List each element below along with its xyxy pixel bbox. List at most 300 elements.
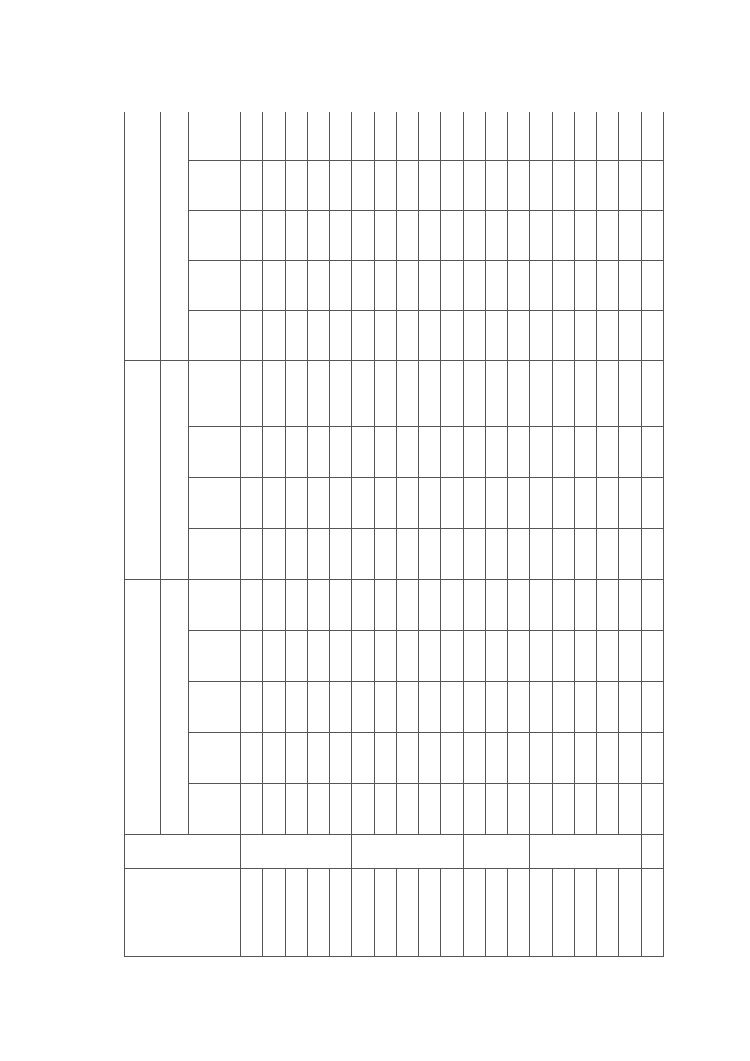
bend-count-cell <box>396 310 418 360</box>
bend-count-cell <box>396 528 418 579</box>
bend-count-cell <box>619 260 641 310</box>
bend-count-cell <box>241 631 263 682</box>
bend-count-cell <box>374 477 396 528</box>
bend-count-cell <box>574 477 596 528</box>
bend-count-cell <box>330 112 352 160</box>
bend-count-cell <box>263 210 285 260</box>
radius-cell <box>530 835 641 869</box>
strength-column-header <box>189 260 241 310</box>
strength-column-header <box>189 160 241 210</box>
bend-count-cell <box>597 631 619 682</box>
bend-count-cell <box>463 579 485 630</box>
bend-count-cell <box>641 360 664 426</box>
bend-count-cell <box>641 682 664 733</box>
bend-count-cell <box>597 784 619 835</box>
bend-count-cell <box>352 733 374 784</box>
bend-count-cell <box>241 112 263 160</box>
bend-count-cell <box>352 310 374 360</box>
bend-count-cell <box>419 210 441 260</box>
bend-count-cell <box>441 210 463 260</box>
bend-count-cell <box>419 160 441 210</box>
bend-count-cell <box>241 210 263 260</box>
bend-count-cell <box>441 579 463 630</box>
bend-count-cell <box>352 426 374 477</box>
bend-count-cell <box>552 682 574 733</box>
bend-count-cell <box>641 477 664 528</box>
bend-count-cell <box>241 310 263 360</box>
bend-count-cell <box>352 579 374 630</box>
bend-count-cell <box>285 360 307 426</box>
bend-count-cell <box>641 784 664 835</box>
bend-count-cell <box>285 579 307 630</box>
bend-count-cell <box>463 477 485 528</box>
rotated-table-container <box>124 112 664 957</box>
bend-count-cell <box>241 477 263 528</box>
diameter-cell <box>597 869 619 957</box>
bend-count-cell <box>530 477 552 528</box>
bend-count-cell <box>307 310 329 360</box>
bend-count-cell <box>574 528 596 579</box>
bend-count-cell <box>285 733 307 784</box>
bend-count-cell <box>374 579 396 630</box>
bend-count-cell <box>508 160 530 210</box>
bend-count-cell <box>396 426 418 477</box>
bend-count-cell <box>641 210 664 260</box>
bend-count-cell <box>352 784 374 835</box>
bend-count-cell <box>307 360 329 426</box>
bend-count-cell <box>441 112 463 160</box>
bend-count-cell <box>508 733 530 784</box>
bend-count-cell <box>530 112 552 160</box>
diameter-cell <box>307 869 329 957</box>
bend-count-cell <box>241 784 263 835</box>
bend-count-cell <box>263 682 285 733</box>
bend-count-cell <box>597 733 619 784</box>
bend-count-cell <box>241 579 263 630</box>
bend-count-cell <box>396 260 418 310</box>
bend-count-cell <box>508 682 530 733</box>
bend-count-cell <box>641 733 664 784</box>
bend-count-cell <box>597 360 619 426</box>
bend-count-cell <box>396 631 418 682</box>
bend-count-cell <box>463 112 485 160</box>
bend-count-cell <box>574 112 596 160</box>
bend-count-cell <box>419 360 441 426</box>
bend-count-cell <box>419 631 441 682</box>
bend-count-cell <box>419 477 441 528</box>
bend-count-cell <box>307 160 329 210</box>
strength-column-header <box>189 631 241 682</box>
bend-count-cell <box>463 426 485 477</box>
bend-count-cell <box>574 210 596 260</box>
bend-count-cell <box>307 477 329 528</box>
bend-count-cell <box>419 112 441 160</box>
bend-count-cell <box>508 210 530 260</box>
bend-count-cell <box>530 784 552 835</box>
strength-column-header <box>189 477 241 528</box>
bend-count-cell <box>374 260 396 310</box>
bend-count-cell <box>508 260 530 310</box>
bend-count-cell <box>374 631 396 682</box>
bend-count-cell <box>574 784 596 835</box>
table-row <box>574 112 596 957</box>
bend-count-cell <box>597 160 619 210</box>
bend-count-cell <box>241 426 263 477</box>
bend-count-cell <box>574 260 596 310</box>
diameter-cell <box>263 869 285 957</box>
bend-count-cell <box>641 310 664 360</box>
bend-count-cell <box>307 579 329 630</box>
bend-count-cell <box>597 210 619 260</box>
strength-column-header <box>189 112 241 160</box>
bend-count-cell <box>530 682 552 733</box>
table-row <box>463 112 485 957</box>
bend-count-cell <box>352 210 374 260</box>
header-spacer <box>161 579 189 834</box>
bend-count-cell <box>330 210 352 260</box>
table-row <box>374 112 396 957</box>
bend-count-cell <box>285 260 307 310</box>
table-row <box>552 112 574 957</box>
bend-count-cell <box>574 733 596 784</box>
bend-count-cell <box>530 260 552 310</box>
bend-count-cell <box>530 210 552 260</box>
bend-count-cell <box>641 260 664 310</box>
bend-count-cell <box>619 210 641 260</box>
bend-count-cell <box>307 210 329 260</box>
bend-count-cell <box>619 160 641 210</box>
strength-column-header <box>189 733 241 784</box>
bend-count-cell <box>552 579 574 630</box>
bend-count-cell <box>597 426 619 477</box>
bend-count-cell <box>374 210 396 260</box>
bend-count-cell <box>552 310 574 360</box>
bend-count-cell <box>441 784 463 835</box>
bend-count-cell <box>441 631 463 682</box>
bend-count-cell <box>419 260 441 310</box>
bend-count-cell <box>374 160 396 210</box>
bend-count-cell <box>307 733 329 784</box>
bend-count-cell <box>552 477 574 528</box>
bend-count-cell <box>285 426 307 477</box>
bend-count-cell <box>307 260 329 310</box>
diameter-header <box>125 869 241 957</box>
bend-count-cell <box>508 631 530 682</box>
group-header <box>125 360 161 579</box>
bend-count-cell <box>463 310 485 360</box>
bend-count-cell <box>330 160 352 210</box>
bend-count-cell <box>619 579 641 630</box>
bend-count-cell <box>619 112 641 160</box>
bend-count-cell <box>463 260 485 310</box>
bend-count-cell <box>396 579 418 630</box>
bend-count-cell <box>352 260 374 310</box>
diameter-cell <box>485 869 507 957</box>
diameter-cell <box>619 869 641 957</box>
bend-count-cell <box>396 682 418 733</box>
strength-header <box>161 360 189 579</box>
strength-column-header <box>189 310 241 360</box>
bend-count-cell <box>419 310 441 360</box>
diameter-cell <box>374 869 396 957</box>
bend-count-cell <box>285 682 307 733</box>
bend-count-cell <box>285 210 307 260</box>
bend-count-cell <box>330 579 352 630</box>
table-row <box>485 112 507 957</box>
strength-column-header <box>189 360 241 426</box>
bend-count-cell <box>597 260 619 310</box>
bend-count-cell <box>263 426 285 477</box>
table-row <box>619 112 641 957</box>
bend-count-cell <box>241 360 263 426</box>
strength-column-header <box>189 210 241 260</box>
bend-count-cell <box>374 682 396 733</box>
diameter-cell <box>419 869 441 957</box>
bend-count-cell <box>285 160 307 210</box>
bend-count-cell <box>574 310 596 360</box>
bend-count-cell <box>241 682 263 733</box>
bend-count-cell <box>463 784 485 835</box>
diameter-cell <box>441 869 463 957</box>
table-row <box>241 112 263 957</box>
bend-count-cell <box>508 579 530 630</box>
bend-count-cell <box>352 528 374 579</box>
bend-count-cell <box>285 310 307 360</box>
bend-count-cell <box>263 112 285 160</box>
bend-count-cell <box>352 160 374 210</box>
bend-count-cell <box>352 112 374 160</box>
bend-count-cell <box>374 112 396 160</box>
group-header <box>125 112 161 360</box>
bend-count-cell <box>463 528 485 579</box>
bend-count-cell <box>352 631 374 682</box>
bend-count-cell <box>641 631 664 682</box>
bend-count-cell <box>441 733 463 784</box>
bend-count-cell <box>530 733 552 784</box>
bend-count-cell <box>574 426 596 477</box>
bend-count-cell <box>641 528 664 579</box>
bend-count-cell <box>330 784 352 835</box>
bend-count-cell <box>396 112 418 160</box>
bend-count-cell <box>307 426 329 477</box>
radius-header <box>125 835 241 869</box>
bend-count-cell <box>352 682 374 733</box>
bend-count-cell <box>330 360 352 426</box>
bend-count-cell <box>307 528 329 579</box>
bend-count-cell <box>285 112 307 160</box>
table-row <box>307 112 329 957</box>
bend-count-cell <box>619 426 641 477</box>
bend-count-cell <box>463 210 485 260</box>
bend-count-cell <box>330 260 352 310</box>
bend-count-cell <box>330 477 352 528</box>
bend-count-cell <box>574 360 596 426</box>
bend-count-cell <box>441 160 463 210</box>
bend-count-cell <box>374 784 396 835</box>
bend-count-cell <box>619 528 641 579</box>
diameter-cell <box>574 869 596 957</box>
bend-count-cell <box>597 682 619 733</box>
radius-cell <box>352 835 463 869</box>
bend-count-cell <box>619 631 641 682</box>
bend-count-cell <box>552 528 574 579</box>
bend-count-cell <box>619 784 641 835</box>
bend-count-cell <box>285 528 307 579</box>
bend-count-cell <box>574 160 596 210</box>
bend-count-cell <box>485 426 507 477</box>
bend-count-cell <box>508 360 530 426</box>
bend-count-cell <box>641 112 664 160</box>
bend-count-cell <box>374 426 396 477</box>
diameter-cell <box>641 869 664 957</box>
bend-count-cell <box>330 528 352 579</box>
bend-count-cell <box>441 682 463 733</box>
header-spacer <box>161 112 189 360</box>
bend-count-cell <box>530 631 552 682</box>
bend-count-cell <box>485 310 507 360</box>
bend-count-cell <box>574 631 596 682</box>
bend-count-cell <box>552 360 574 426</box>
bend-count-cell <box>619 477 641 528</box>
table-row <box>396 112 418 957</box>
diameter-cell <box>285 869 307 957</box>
bend-count-cell <box>419 733 441 784</box>
bend-count-cell <box>530 160 552 210</box>
group-header <box>125 579 161 834</box>
bend-count-cell <box>352 477 374 528</box>
bend-count-cell <box>441 260 463 310</box>
bend-count-cell <box>285 631 307 682</box>
bend-count-cell <box>552 210 574 260</box>
diameter-cell <box>352 869 374 957</box>
radius-cell <box>463 835 530 869</box>
bend-count-cell <box>641 426 664 477</box>
bend-count-cell <box>597 477 619 528</box>
table-row <box>263 112 285 957</box>
table-row <box>352 112 374 957</box>
bend-count-cell <box>552 260 574 310</box>
bend-count-cell <box>508 528 530 579</box>
table-row <box>285 112 307 957</box>
bend-count-cell <box>263 528 285 579</box>
bend-count-cell <box>441 310 463 360</box>
bend-count-cell <box>485 784 507 835</box>
bend-count-cell <box>485 528 507 579</box>
diameter-cell <box>530 869 552 957</box>
strength-column-header <box>189 682 241 733</box>
bend-count-cell <box>463 733 485 784</box>
rotated-table-region <box>124 112 664 957</box>
bend-count-cell <box>263 631 285 682</box>
radius-cell <box>641 835 664 869</box>
table-row <box>641 112 664 957</box>
bend-count-cell <box>441 360 463 426</box>
bend-count-cell <box>463 682 485 733</box>
bend-count-cell <box>552 631 574 682</box>
bend-count-cell <box>419 579 441 630</box>
bend-count-cell <box>530 528 552 579</box>
bend-count-cell <box>619 310 641 360</box>
bend-count-cell <box>530 310 552 360</box>
bend-count-cell <box>485 631 507 682</box>
diameter-cell <box>396 869 418 957</box>
diameter-cell <box>508 869 530 957</box>
bend-count-cell <box>352 360 374 426</box>
bend-count-cell <box>374 310 396 360</box>
bend-count-cell <box>574 682 596 733</box>
bend-count-cell <box>263 477 285 528</box>
table-row <box>441 112 463 957</box>
bend-count-cell <box>552 426 574 477</box>
bend-count-cell <box>641 160 664 210</box>
bend-count-cell <box>441 528 463 579</box>
bend-count-cell <box>552 733 574 784</box>
bend-count-cell <box>485 733 507 784</box>
strength-column-header <box>189 579 241 630</box>
bend-count-cell <box>530 360 552 426</box>
bend-count-cell <box>374 528 396 579</box>
bend-count-cell <box>419 528 441 579</box>
bend-count-cell <box>485 579 507 630</box>
bend-count-cell <box>552 112 574 160</box>
bend-count-cell <box>263 733 285 784</box>
bend-count-cell <box>619 682 641 733</box>
bend-count-cell <box>396 733 418 784</box>
diameter-cell <box>463 869 485 957</box>
bend-count-cell <box>530 426 552 477</box>
bend-count-cell <box>619 733 641 784</box>
bend-count-cell <box>441 477 463 528</box>
bend-count-cell <box>374 733 396 784</box>
bend-count-cell <box>463 360 485 426</box>
table-row <box>597 112 619 957</box>
bend-count-cell <box>396 210 418 260</box>
bend-count-cell <box>597 112 619 160</box>
bend-count-cell <box>552 784 574 835</box>
bend-count-cell <box>508 477 530 528</box>
bend-count-cell <box>508 426 530 477</box>
table-row <box>419 112 441 957</box>
bend-count-cell <box>485 360 507 426</box>
bend-count-cell <box>574 579 596 630</box>
diameter-cell <box>552 869 574 957</box>
bend-count-cell <box>485 682 507 733</box>
bend-count-cell <box>307 631 329 682</box>
diameter-cell <box>330 869 352 957</box>
strength-column-header <box>189 528 241 579</box>
bend-count-cell <box>552 160 574 210</box>
bend-count-cell <box>508 112 530 160</box>
bend-count-cell <box>597 579 619 630</box>
bend-count-cell <box>330 631 352 682</box>
bend-count-cell <box>485 112 507 160</box>
strength-column-header <box>189 784 241 835</box>
bend-count-cell <box>463 160 485 210</box>
bend-count-cell <box>330 682 352 733</box>
bend-count-cell <box>307 682 329 733</box>
bend-count-cell <box>485 160 507 210</box>
table-row <box>508 112 530 957</box>
bend-count-cell <box>285 477 307 528</box>
bend-count-cell <box>396 160 418 210</box>
bend-count-cell <box>419 682 441 733</box>
table-row <box>330 112 352 957</box>
bend-count-cell <box>307 112 329 160</box>
bend-count-cell <box>330 426 352 477</box>
table-row <box>530 112 552 957</box>
bend-count-cell <box>307 784 329 835</box>
bend-count-cell <box>241 528 263 579</box>
